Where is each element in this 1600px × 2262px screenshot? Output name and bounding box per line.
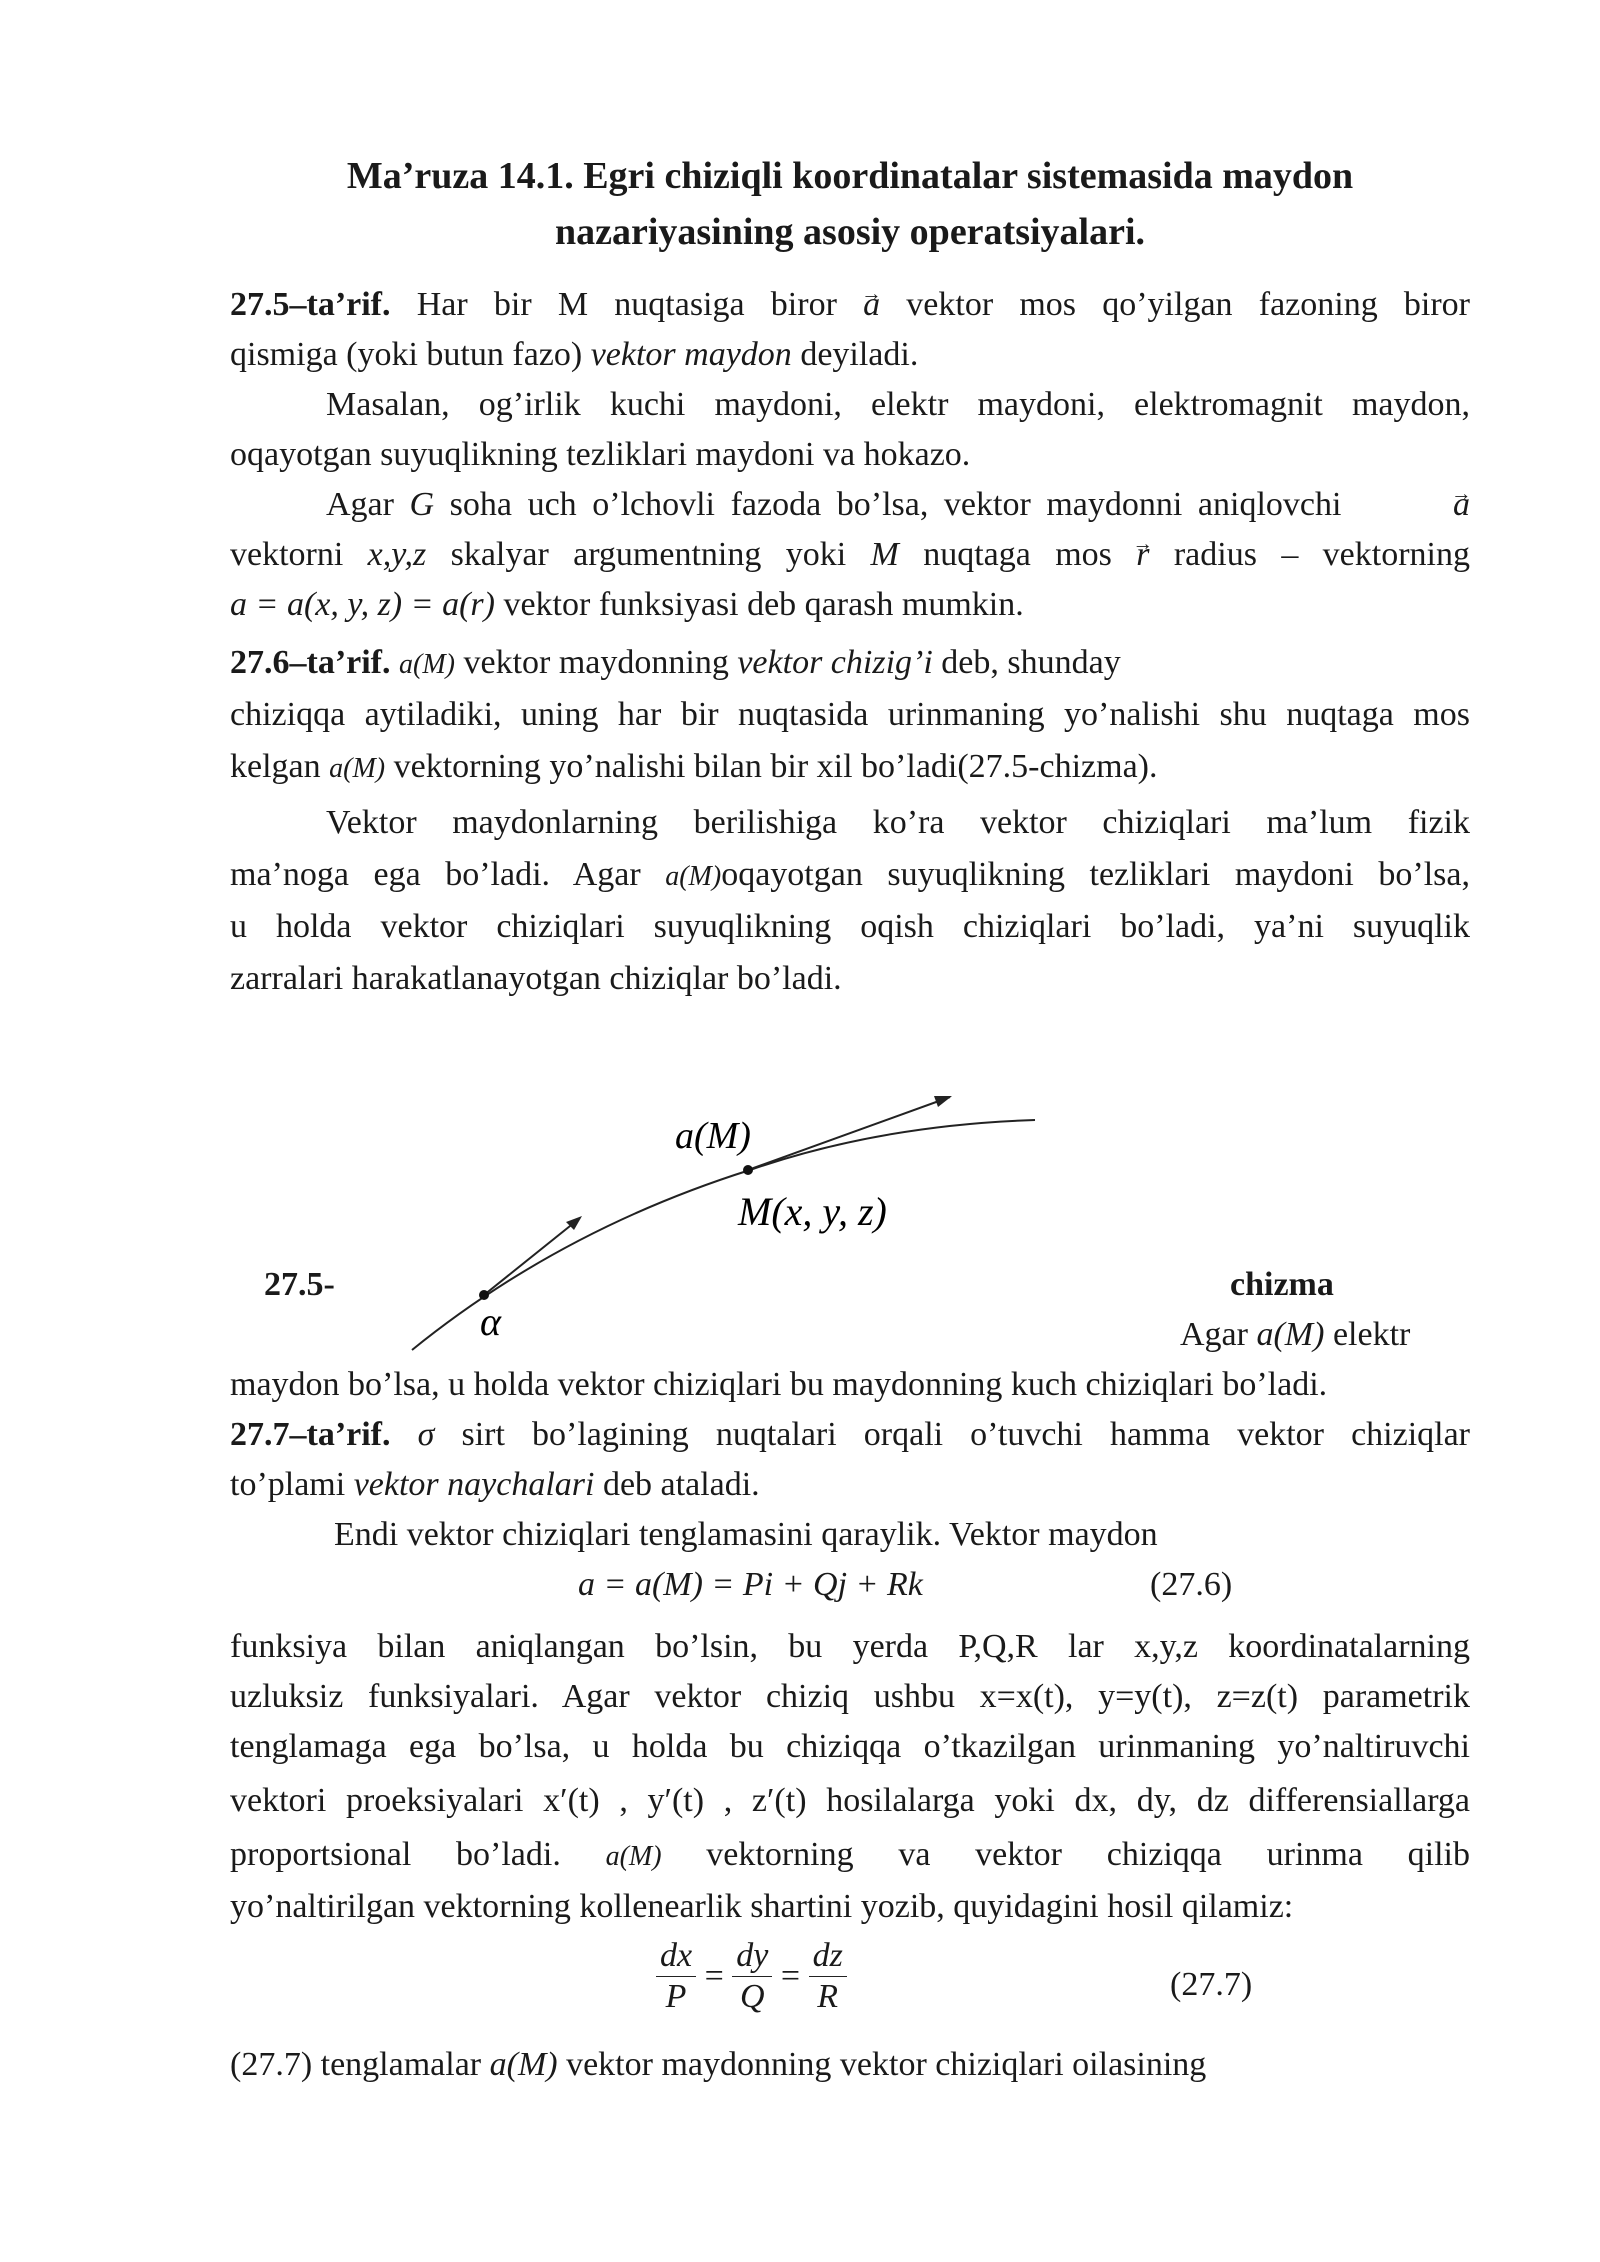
arrowhead: [934, 1096, 952, 1107]
func-line-6: yo’naltirilgan vektorning kollenearlik shartini yozib, quyidagini hosil qilamiz:: [230, 1888, 1294, 1925]
denominator: R: [817, 1978, 839, 2015]
text: deyiladi.: [791, 336, 919, 373]
vector-a-m: a(M): [605, 1841, 662, 1872]
vector-a-m: a(M): [665, 861, 722, 892]
text: vektor funksiyasi deb qarash mumkin.: [494, 586, 1024, 623]
label-a-m: a(M): [675, 1115, 751, 1157]
definition-27-5: [230, 280, 1470, 330]
examples-text: Masalan, og’irlik kuchi maydoni, elektr maydoni, elektromagnit maydon, oqayotgan suyuqlikning tezliklari maydoni va hokazo.: [230, 386, 1470, 473]
definition-27-7-line-2: [230, 1460, 1470, 1510]
text: vektor mos qo’yilgan fazoning biror: [880, 286, 1470, 323]
physics-line-2: [230, 850, 1470, 902]
physics-line-1: Vektor maydonlarning berilishiga ko’ra vektor chiziqlari ma’lum fizik: [326, 804, 1470, 841]
numerator: dx: [656, 1936, 696, 1977]
equation-number-27-7: (27.7): [1170, 1966, 1253, 2003]
vector-a: → a: [863, 280, 880, 330]
paragraph-g-line-1: [230, 480, 1470, 530]
term-vector-field: vektor maydon: [590, 336, 792, 373]
label-alpha: α: [480, 1299, 501, 1344]
tangent-arrow-alpha: [484, 1218, 580, 1295]
text: soha uch o’lchovli fazoda bo’lsa, vektor maydonni aniqlovchi: [434, 486, 1357, 523]
equation-27-7: $\frac{dx}{P}$ = $\frac{dy}{Q}$ = $\frac{dz}{R}$: [656, 1936, 847, 2017]
text: vektor maydonning vektor chiziqlari oilasining: [557, 2046, 1207, 2083]
text: vektorning yo’nalishi bilan bir xil bo’ladi(27.5-chizma).: [385, 748, 1158, 785]
denominator: Q: [740, 1978, 765, 2015]
text: Har bir M nuqtasiga biror: [390, 286, 864, 323]
last-line: [230, 2040, 1470, 2090]
func-line-3: tenglamaga ega bo’lsa, u holda bu chiziqqa o’tkazilgan urinmaning yo’naltiruvchi: [230, 1728, 1470, 1765]
func-line-4: vektori proeksiyalari x′(t) , y′(t) , z′(t) hosilalarga yoki dx, dy, dz differensiallarga: [230, 1782, 1470, 1819]
vector-a-m: a(M): [1256, 1316, 1325, 1353]
vector-a: → a: [1357, 480, 1470, 530]
page-title: [230, 148, 1470, 260]
var-g: G: [409, 486, 435, 523]
definition-27-6-line-2: chiziqqa aytiladiki, uning har bir nuqtasida urinmaning yo’nalishi shu nuqtaga mos: [230, 696, 1470, 733]
text: Agar: [1180, 1316, 1257, 1353]
label-m-xyz: M(x, y, z): [738, 1189, 887, 1234]
definition-27-5-line-2: [230, 330, 1470, 380]
text: deb ataladi.: [594, 1466, 760, 1503]
var-m: M: [870, 536, 899, 573]
term-vector-line: vektor chizig’i: [737, 644, 933, 681]
definition-label: 27.6–ta’rif.: [230, 644, 391, 681]
physics-line-3: u holda vektor chiziqlari suyuqlikning oqish chiziqlari bo’ladi, ya’ni suyuqlik: [230, 908, 1470, 945]
text: vektorni: [230, 536, 368, 573]
equation-number-27-6: (27.6): [1150, 1566, 1233, 1603]
formula-a-xyz: a = a(x, y, z) = a(r): [230, 586, 495, 623]
text: proportsional bo’ladi.: [230, 1836, 606, 1873]
paragraph-g-line-3: [230, 580, 1470, 630]
text: (27.7) tenglamalar: [230, 2046, 490, 2083]
vector-r: → r: [1136, 530, 1149, 580]
func-line-1: funksiya bilan aniqlangan bo’lsin, bu yerda P,Q,R lar x,y,z koordinatalarning: [230, 1628, 1470, 1665]
definition-27-7-line-1: [230, 1410, 1470, 1460]
point-m: [743, 1165, 753, 1175]
text: ma’noga ega bo’ladi. Agar: [230, 856, 666, 893]
text: elektr: [1324, 1316, 1411, 1353]
definition-label: 27.7–ta’rif.: [230, 1416, 391, 1453]
text: deb, shunday: [932, 644, 1121, 681]
examples-paragraph: [230, 380, 1470, 480]
fraction-dx-p: [656, 1936, 696, 2017]
equation-27-6: a = a(M) = Pi + Qj + Rk: [578, 1566, 923, 1603]
title-line-1: Ma’ruza 14.1. Egri chiziqli koordinatalar sistemasida maydon: [346, 155, 1354, 197]
figure-caption-word: chizma: [1230, 1266, 1334, 1303]
physics-line-4: zarralari harakatlanayotgan chiziqlar bo’ladi.: [230, 960, 842, 997]
numerator: dy: [732, 1936, 772, 1977]
text: vektorning va vektor chiziqqa urinma qilib: [661, 1836, 1470, 1873]
vector-a-m: a(M): [489, 2046, 558, 2083]
definition-27-6-line-1: [230, 638, 1470, 690]
denominator: P: [665, 1978, 687, 2015]
text: sirt bo’lagining nuqtalari orqali o’tuvchi hamma vektor chiziqlar: [434, 1416, 1471, 1453]
vector-a-m: a(M): [329, 753, 386, 784]
figure-caption-number: 27.5-: [264, 1266, 335, 1303]
electric-line-1: [1180, 1310, 1410, 1360]
func-line-2: uzluksiz funksiyalari. Agar vektor chiziq ushbu x=x(t), y=y(t), z=z(t) parametrik: [230, 1678, 1470, 1715]
text: nuqtaga mos: [898, 536, 1137, 573]
text: oqayotgan suyuqlikning tezliklari maydoni bo’lsa,: [721, 856, 1470, 893]
definition-label: 27.5–ta’rif.: [230, 286, 391, 323]
tangent-arrow-m: [748, 1097, 950, 1170]
definition-27-6-line-3: [230, 742, 1470, 794]
vector-a-m: a(M): [399, 649, 455, 680]
text: to’plami: [230, 1466, 354, 1503]
numerator: dz: [809, 1936, 847, 1977]
fraction-dz-r: [809, 1936, 847, 2017]
fraction-dy-q: [732, 1936, 772, 2017]
text: vektor maydonning: [455, 644, 738, 681]
equation-intro: Endi vektor chiziqlari tenglamasini qaraylik. Vektor maydon: [334, 1516, 1158, 1553]
text: kelgan: [230, 748, 330, 785]
term-vector-tubes: vektor naychalari: [353, 1466, 595, 1503]
electric-line-2: maydon bo’lsa, u holda vektor chiziqlari bu maydonning kuch chiziqlari bo’ladi.: [230, 1366, 1328, 1403]
text: skalyar argumentning yoki: [426, 536, 871, 573]
var-sigma: σ: [417, 1416, 435, 1453]
title-line-2: nazariyasining asosiy operatsiyalari.: [554, 211, 1146, 253]
text: qismiga (yoki butun fazo): [230, 336, 591, 373]
var-xyz: x,y,z: [367, 536, 427, 573]
text: Agar: [326, 486, 410, 523]
paragraph-g-line-2: [230, 530, 1470, 580]
func-line-5: [230, 1830, 1470, 1882]
text: radius – vektorning: [1149, 536, 1470, 573]
